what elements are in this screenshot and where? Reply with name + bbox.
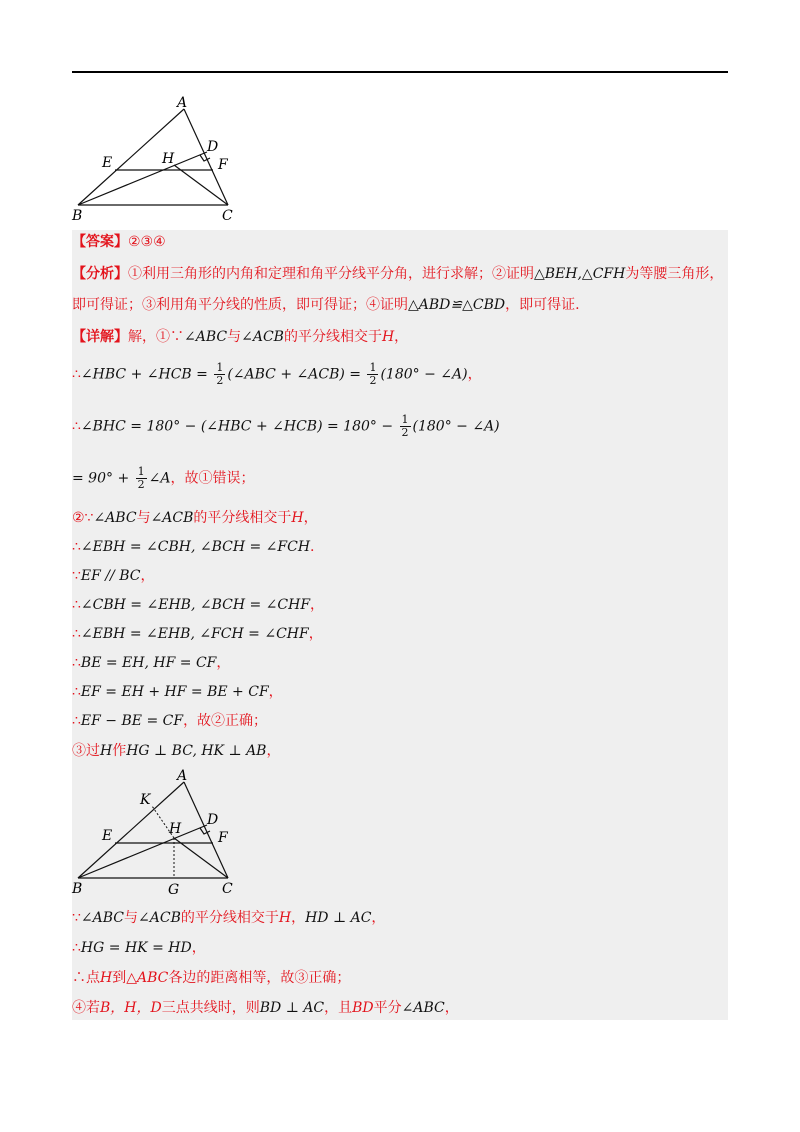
p4-line	[72, 998, 459, 1018]
prefix-symbol: ∴	[72, 713, 81, 729]
frac-den: 2	[369, 374, 377, 387]
p4-math: ∠ABC	[401, 1000, 445, 1016]
line-end: .	[310, 539, 315, 555]
step2-math: ∠BHC = 180° − (∠HBC + ∠HCB) = 180° −	[80, 418, 394, 435]
p2-math: ∠ACB	[150, 510, 194, 526]
answer-tag: 【答案】	[72, 234, 128, 250]
answer-value: ②③④	[128, 234, 166, 250]
p2-text: 的平分线相交于	[193, 510, 292, 526]
detail-h: H	[381, 329, 395, 345]
fraction-half	[367, 362, 378, 387]
analysis-math: △ABD≌△CBD	[408, 297, 506, 313]
analysis-text: ①利用三角形的内角和定理和角平分线平分角，进行求解；②证明	[128, 266, 534, 282]
p4-text: 平分	[373, 1000, 402, 1016]
label-A: A	[177, 95, 188, 111]
p2-l4-math: ∠EBH = ∠EHB, ∠FCH = ∠CHF	[80, 626, 309, 642]
frac-den: 2	[216, 374, 224, 387]
step3-math: = 90° +	[72, 470, 130, 487]
label-E: E	[102, 828, 113, 844]
step1-end: ，	[467, 366, 482, 383]
p2-h: H	[291, 510, 304, 526]
frac-num: 1	[216, 361, 224, 374]
label-F: F	[218, 830, 228, 846]
label-H: H	[169, 821, 182, 837]
step2-math-b: (180° − ∠A)	[412, 418, 500, 435]
step1-math: ∠HBC + ∠HCB =	[80, 366, 208, 383]
label-A: A	[177, 768, 188, 784]
frac-num: 1	[137, 465, 145, 478]
prefix-symbol: ∴	[72, 684, 81, 700]
line-end: ，	[371, 910, 386, 926]
p3-text: 到	[112, 970, 127, 986]
prefix-symbol: ∵	[72, 910, 81, 926]
p2-comma: ，	[303, 510, 318, 526]
p3-h: H	[100, 743, 113, 759]
label-B: B	[72, 881, 83, 897]
line-end: ，	[444, 1000, 459, 1016]
detail-text: 解，①∵	[128, 329, 184, 345]
line-end: ，	[266, 743, 281, 759]
p4-bd: BD	[352, 1000, 374, 1016]
detail-tag: 【详解】	[72, 329, 128, 345]
analysis-tag: 【分析】	[72, 266, 128, 282]
prefix-symbol: ∴	[72, 597, 81, 613]
detail-text: 与	[227, 329, 242, 345]
frac-den: 2	[401, 426, 409, 439]
analysis-text: 即可得证；③利用角平分线的性质，即可得证；④证明	[72, 297, 408, 313]
p3-text: 与	[124, 910, 139, 926]
label-K: K	[140, 792, 151, 808]
p2-text: 与	[136, 510, 151, 526]
analysis-line-1	[72, 264, 723, 284]
p2-line-1	[72, 537, 315, 557]
p4-math: BD ⊥ AC	[259, 1000, 325, 1016]
line-end: ，	[191, 940, 206, 956]
line-end: ，	[268, 684, 283, 700]
p2-l2-math: EF // BC	[80, 568, 141, 584]
label-E: E	[102, 155, 113, 171]
p2-line-6	[72, 682, 283, 702]
analysis-math: △BEH,△CFH	[534, 266, 626, 282]
detail-math: ∠ACB	[241, 329, 284, 345]
detail-text: 的平分线相交于	[283, 329, 382, 345]
frac-num: 1	[369, 361, 377, 374]
step3-line	[72, 466, 254, 491]
p3-comma: ，	[291, 910, 306, 926]
p2-l6-math: EF = EH + HF = BE + CF	[80, 684, 269, 700]
p2-l7-math: EF − BE = CF	[80, 713, 184, 729]
p4-text: 三点共线时，则	[161, 1000, 260, 1016]
frac-den: 2	[137, 478, 145, 491]
triangle-figure-1	[70, 95, 250, 223]
p2-line-3	[72, 595, 324, 615]
label-F: F	[218, 157, 228, 173]
step1-math-b: (∠ABC + ∠ACB) =	[227, 366, 362, 383]
fraction-half	[400, 414, 411, 439]
analysis-text: 为等腰三角形，	[625, 266, 724, 282]
p2-line-2	[72, 566, 154, 586]
p3-h: H	[278, 910, 292, 926]
p4-text: ，且	[324, 1000, 353, 1016]
p2-math: ∠ABC	[93, 510, 137, 526]
p2-l1-math: ∠EBH = ∠CBH, ∠BCH = ∠FCH	[80, 539, 311, 555]
p2-line-5	[72, 653, 230, 673]
label-B: B	[72, 208, 83, 223]
label-C: C	[222, 208, 233, 223]
step3-text: ，故①错误；	[170, 470, 255, 487]
p3-math: HD ⊥ AC	[305, 910, 372, 926]
p3-math: ∠ACB	[138, 910, 181, 926]
p3-intro	[72, 741, 280, 761]
step1-math-c: (180° − ∠A)	[380, 366, 468, 383]
p2-l3-math: ∠CBH = ∠EHB, ∠BCH = ∠CHF	[80, 597, 311, 613]
label-C: C	[222, 881, 233, 897]
step1-line	[72, 362, 482, 387]
p3-math: HG ⊥ BC, HK ⊥ AB	[126, 743, 267, 759]
line-end: ，	[310, 597, 325, 613]
p3-h: H	[100, 970, 113, 986]
prefix-symbol: ∴	[72, 940, 81, 956]
label-H: H	[162, 151, 175, 167]
triangle-figure-2	[70, 768, 250, 900]
therefore-symbol: ∴	[72, 366, 81, 383]
p3-triangle: △ABC	[126, 970, 169, 986]
fraction-half	[136, 466, 147, 491]
analysis-line-2	[72, 295, 580, 315]
label-D: D	[207, 139, 219, 155]
header-rule	[72, 71, 728, 73]
fraction-half	[214, 362, 225, 387]
line-end: ，故②正确；	[183, 713, 268, 729]
p2-l5-math: BE = EH, HF = CF	[80, 655, 217, 671]
prefix-symbol: ∴	[72, 626, 81, 642]
frac-num: 1	[401, 413, 409, 426]
line-end: ，	[308, 626, 323, 642]
detail-line-1	[72, 327, 408, 347]
label-D: D	[207, 812, 219, 828]
analysis-text: ，即可得证.	[505, 297, 580, 313]
prefix-symbol: ∴	[72, 539, 81, 555]
p3-l2-math: HG = HK = HD	[80, 940, 192, 956]
p3-text: 各边的距离相等，故③正确；	[168, 970, 351, 986]
p3-text: 的平分线相交于	[180, 910, 279, 926]
prefix-symbol: ∴	[72, 655, 81, 671]
p3-text: ∴点	[72, 970, 100, 986]
p4-points: B，H，D	[100, 1000, 162, 1016]
line-end: ，	[140, 568, 155, 584]
therefore-symbol: ∴	[72, 418, 81, 435]
detail-math: ∠ABC	[184, 329, 228, 345]
p3-math: ∠ABC	[80, 910, 125, 926]
p3-line-1	[72, 908, 385, 928]
p2-text: ②∵	[72, 510, 94, 526]
answer-line	[72, 232, 166, 252]
line-end: ，	[216, 655, 231, 671]
label-G: G	[168, 882, 180, 898]
p3-text: 作	[112, 743, 127, 759]
prefix-symbol: ∵	[72, 568, 81, 584]
p2-intro	[72, 508, 318, 528]
p3-line-2	[72, 938, 206, 958]
p3-line-3	[72, 968, 350, 988]
p3-text: ③过	[72, 743, 100, 759]
detail-comma: ，	[394, 329, 409, 345]
p2-line-4	[72, 624, 323, 644]
p4-text: ④若	[72, 1000, 100, 1016]
p2-line-7	[72, 711, 267, 731]
step2-line	[72, 414, 500, 439]
step3-math-b: ∠A	[148, 470, 171, 487]
